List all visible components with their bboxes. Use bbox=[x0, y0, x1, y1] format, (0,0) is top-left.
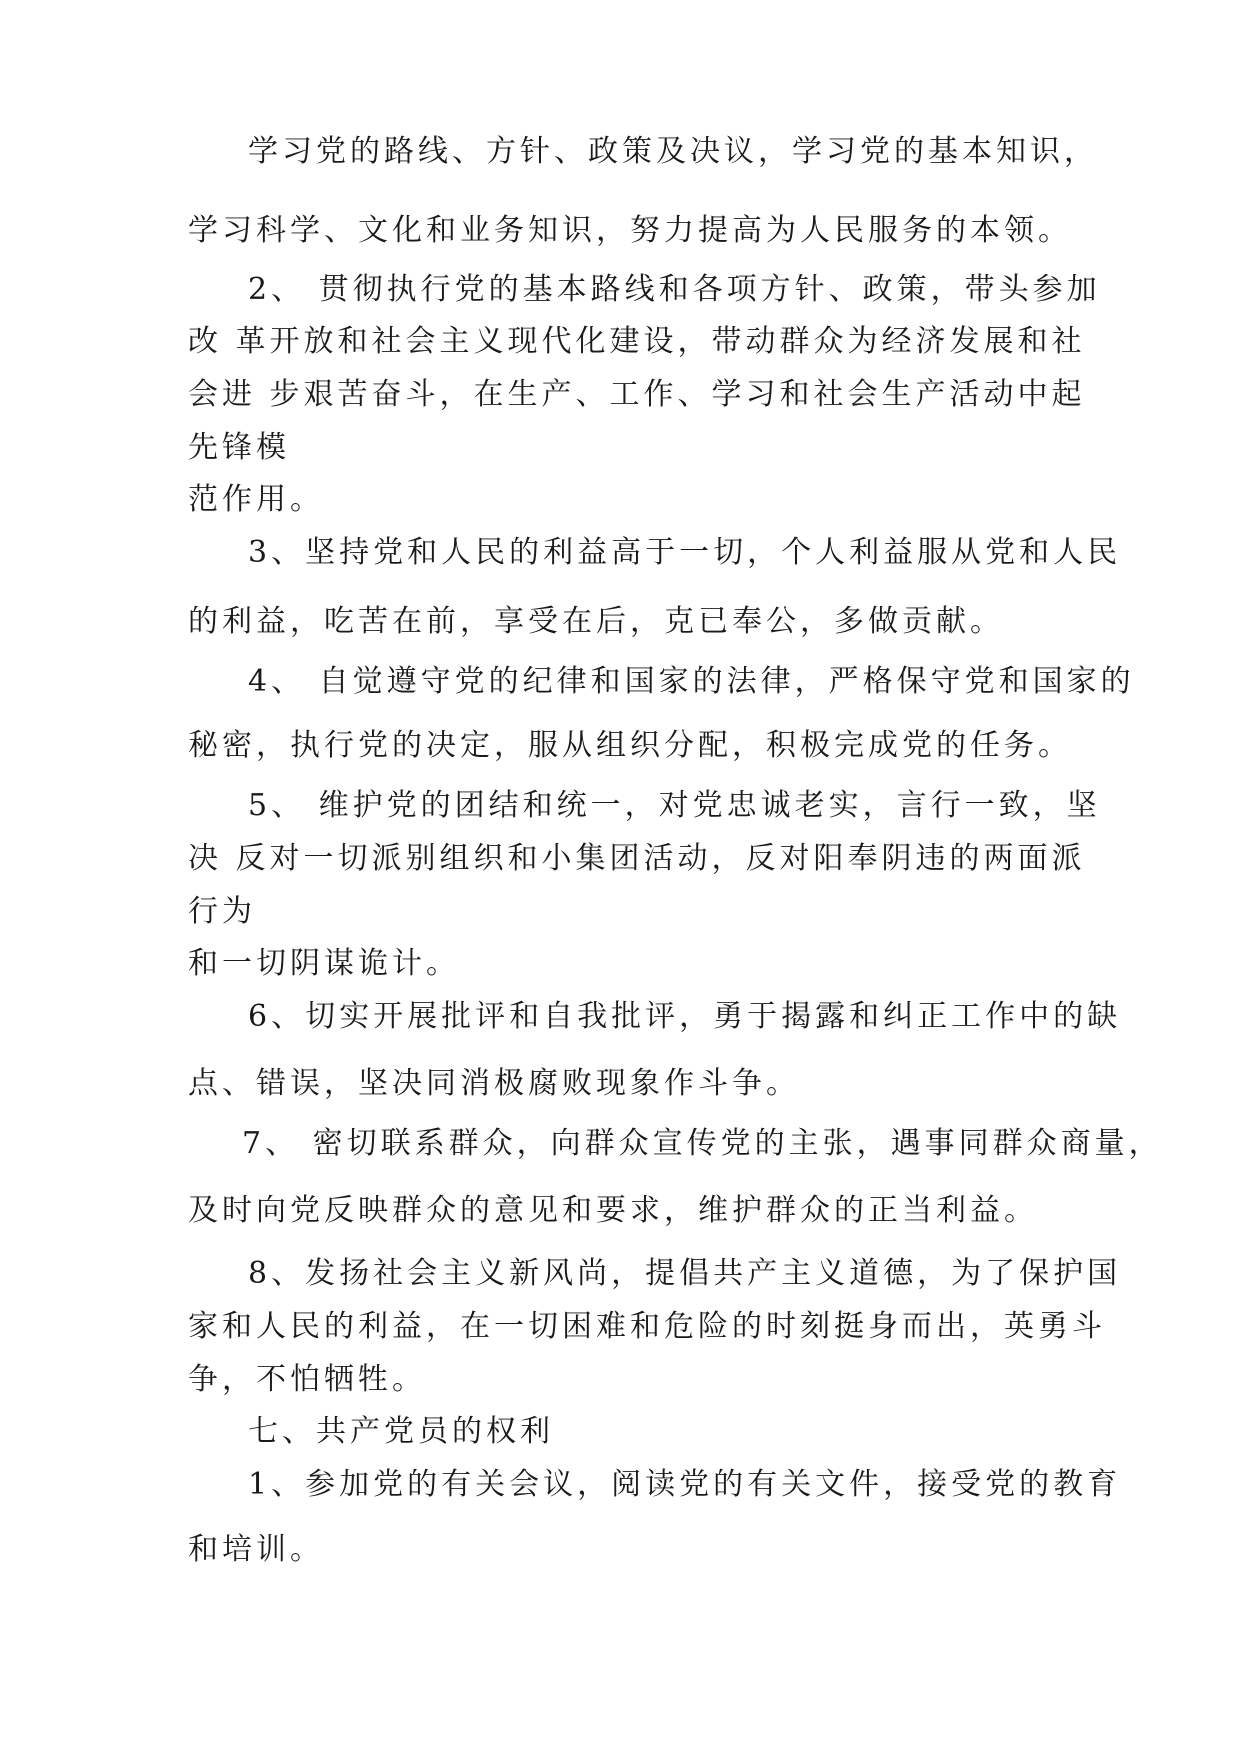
text-line: 争，不怕牺牲。 bbox=[188, 1362, 426, 1397]
text-line: 的利益，吃苦在前，享受在后，克已奉公，多做贡献。 bbox=[188, 604, 1004, 639]
text-line: 点、错误，坚决同消极腐败现象作斗争。 bbox=[188, 1066, 800, 1101]
text-line: 范作用。 bbox=[188, 482, 324, 517]
text-line: 及时向党反映群众的意见和要求，维护群众的正当利益。 bbox=[188, 1193, 1038, 1228]
text-line: 3、坚持党和人民的利益高于一切，个人利益服从党和人民 bbox=[248, 535, 1122, 570]
text-line: 1、参加党的有关会议，阅读党的有关文件，接受党的教育 bbox=[248, 1467, 1122, 1502]
text-line: 6、切实开展批评和自我批评，勇于揭露和纠正工作中的缺 bbox=[248, 999, 1122, 1034]
text-line: 行为 bbox=[188, 894, 256, 929]
text-line: 8、发扬社会主义新风尚，提倡共产主义道德，为了保护国 bbox=[248, 1256, 1122, 1291]
section-heading: 七、共产党员的权利 bbox=[248, 1414, 554, 1449]
text-line: 先锋模 bbox=[188, 430, 290, 465]
text-line: 和培训。 bbox=[188, 1532, 324, 1567]
text-line: 2、 贯彻执行党的基本路线和各项方针、政策，带头参加 bbox=[248, 272, 1101, 307]
text-line: 7、 密切联系群众，向群众宣传党的主张，遇事同群众商量， bbox=[242, 1126, 1163, 1161]
text-line: 改 革开放和社会主义现代化建设，带动群众为经济发展和社 bbox=[188, 324, 1086, 359]
text-line: 会进 步艰苦奋斗，在生产、工作、学习和社会生产活动中起 bbox=[188, 377, 1086, 412]
text-line: 5、 维护党的团结和统一，对党忠诚老实，言行一致，坚 bbox=[248, 788, 1101, 823]
text-line: 4、 自觉遵守党的纪律和国家的法律，严格保守党和国家的 bbox=[248, 664, 1135, 699]
text-line: 家和人民的利益，在一切困难和危险的时刻挺身而出，英勇斗 bbox=[188, 1309, 1106, 1344]
text-line: 学习党的路线、方针、政策及决议，学习党的基本知识， bbox=[248, 134, 1098, 169]
text-line: 和一切阴谋诡计。 bbox=[188, 946, 460, 981]
text-line: 秘密，执行党的决定，服从组织分配，积极完成党的任务。 bbox=[188, 728, 1072, 763]
text-line: 学习科学、文化和业务知识，努力提高为人民服务的本领。 bbox=[188, 213, 1072, 248]
text-line: 决 反对一切派别组织和小集团活动，反对阳奉阴违的两面派 bbox=[188, 841, 1086, 876]
